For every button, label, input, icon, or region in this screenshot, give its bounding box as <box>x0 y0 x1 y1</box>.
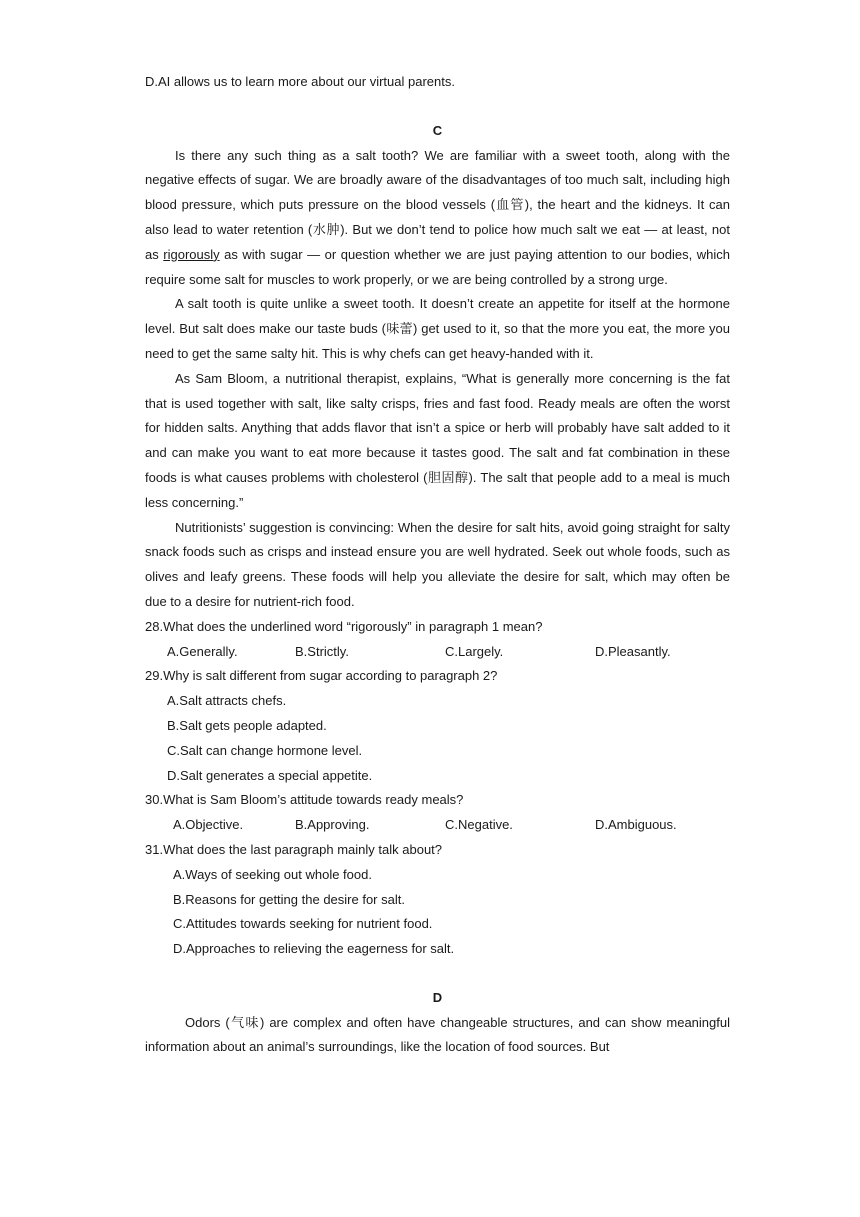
paragraph-c1-text-b: as with sugar — or question whether we are just paying attention to our bodies, which require some salt for muscles to work properly, or we are being controlled by a strong urge. <box>145 246 730 287</box>
option: A.Objective. <box>173 817 244 833</box>
option: D.Approaches to relieving the eagerness for salt. <box>173 941 455 957</box>
option: D.Salt generates a special appetite. <box>167 767 373 783</box>
section-d-heading: D <box>432 989 443 1005</box>
question-28-options <box>145 640 730 665</box>
question-30-options <box>145 813 730 838</box>
option: D.Pleasantly. <box>595 643 671 659</box>
option: C.Attitudes towards seeking for nutrient food. <box>173 916 433 932</box>
underlined-word: rigorously <box>163 246 220 262</box>
document-page <box>145 70 730 1060</box>
option: C.Salt can change hormone level. <box>167 742 363 758</box>
paragraph-c4: Nutritionists’ suggestion is convincing: When the desire for salt hits, avoid going straight for salty snack foods such as crisps and instead ensure you are well hydrated. Seek out whole foods, such as olives and leafy greens. These foods will help you alleviate the desire for salt, which may often be due to a desire for nutrient-rich food. <box>145 519 730 609</box>
option: A.Salt attracts chefs. <box>167 693 287 709</box>
paragraph-c3: As Sam Bloom, a nutritional therapist, explains, “What is generally more concerning is the fat that is used together with salt, like salty crisps, fries and fast food. Ready meals are often the worst for hidden salts. Anything that adds flavor that isn’t a spice or herb will probably have salt added to it and can make you want to eat more because it tastes good. The salt and fat combination in these foods is what causes problems with cholesterol (胆固醇). The salt that people add to a meal is much less concerning.” <box>145 370 730 510</box>
paragraph-c1-text-a: Is there any such thing as a salt tooth? We are familiar with a sweet tooth, along with the negative effects of sugar. We are broadly aware of the disadvantages of too much salt, including high blood pressure, which puts pressure on the blood vessels (血管), the heart and the kidneys. It can also lead to water retention (水肿). But we don’t tend to police how much salt we eat — at least, not as <box>145 147 730 262</box>
option: A.Generally. <box>167 643 238 659</box>
question-29: 29.Why is salt different from sugar according to paragraph 2? <box>145 668 498 684</box>
question-30: 30.What is Sam Bloom’s attitude towards ready meals? <box>145 792 464 808</box>
option: B.Approving. <box>295 817 370 833</box>
option: B.Reasons for getting the desire for salt. <box>173 891 405 907</box>
paragraph-c1 <box>145 144 730 293</box>
question-28: 28.What does the underlined word “rigorously” in paragraph 1 mean? <box>145 618 543 634</box>
option: C.Largely. <box>445 643 504 659</box>
paragraph-c2: A salt tooth is quite unlike a sweet tooth. It doesn’t create an appetite for itself at the hormone level. But salt does make our taste buds (味蕾) get used to it, so that the more you eat, the more you need to get the same salty hit. This is why chefs can get heavy-handed with it. <box>145 296 730 361</box>
option: B.Salt gets people adapted. <box>167 717 327 733</box>
option: B.Strictly. <box>295 643 349 659</box>
option: A.Ways of seeking out whole food. <box>173 866 372 882</box>
section-c-heading: C <box>432 122 443 138</box>
question-31: 31.What does the last paragraph mainly talk about? <box>145 841 443 857</box>
option: C.Negative. <box>445 817 513 833</box>
paragraph-d1: Odors (气味) are complex and often have changeable structures, and can show meaningful information about an animal’s surroundings, like the location of food sources. But <box>145 1014 730 1055</box>
option-d-previous: D.AI allows us to learn more about our virtual parents. <box>145 74 455 89</box>
option: D.Ambiguous. <box>595 817 677 833</box>
